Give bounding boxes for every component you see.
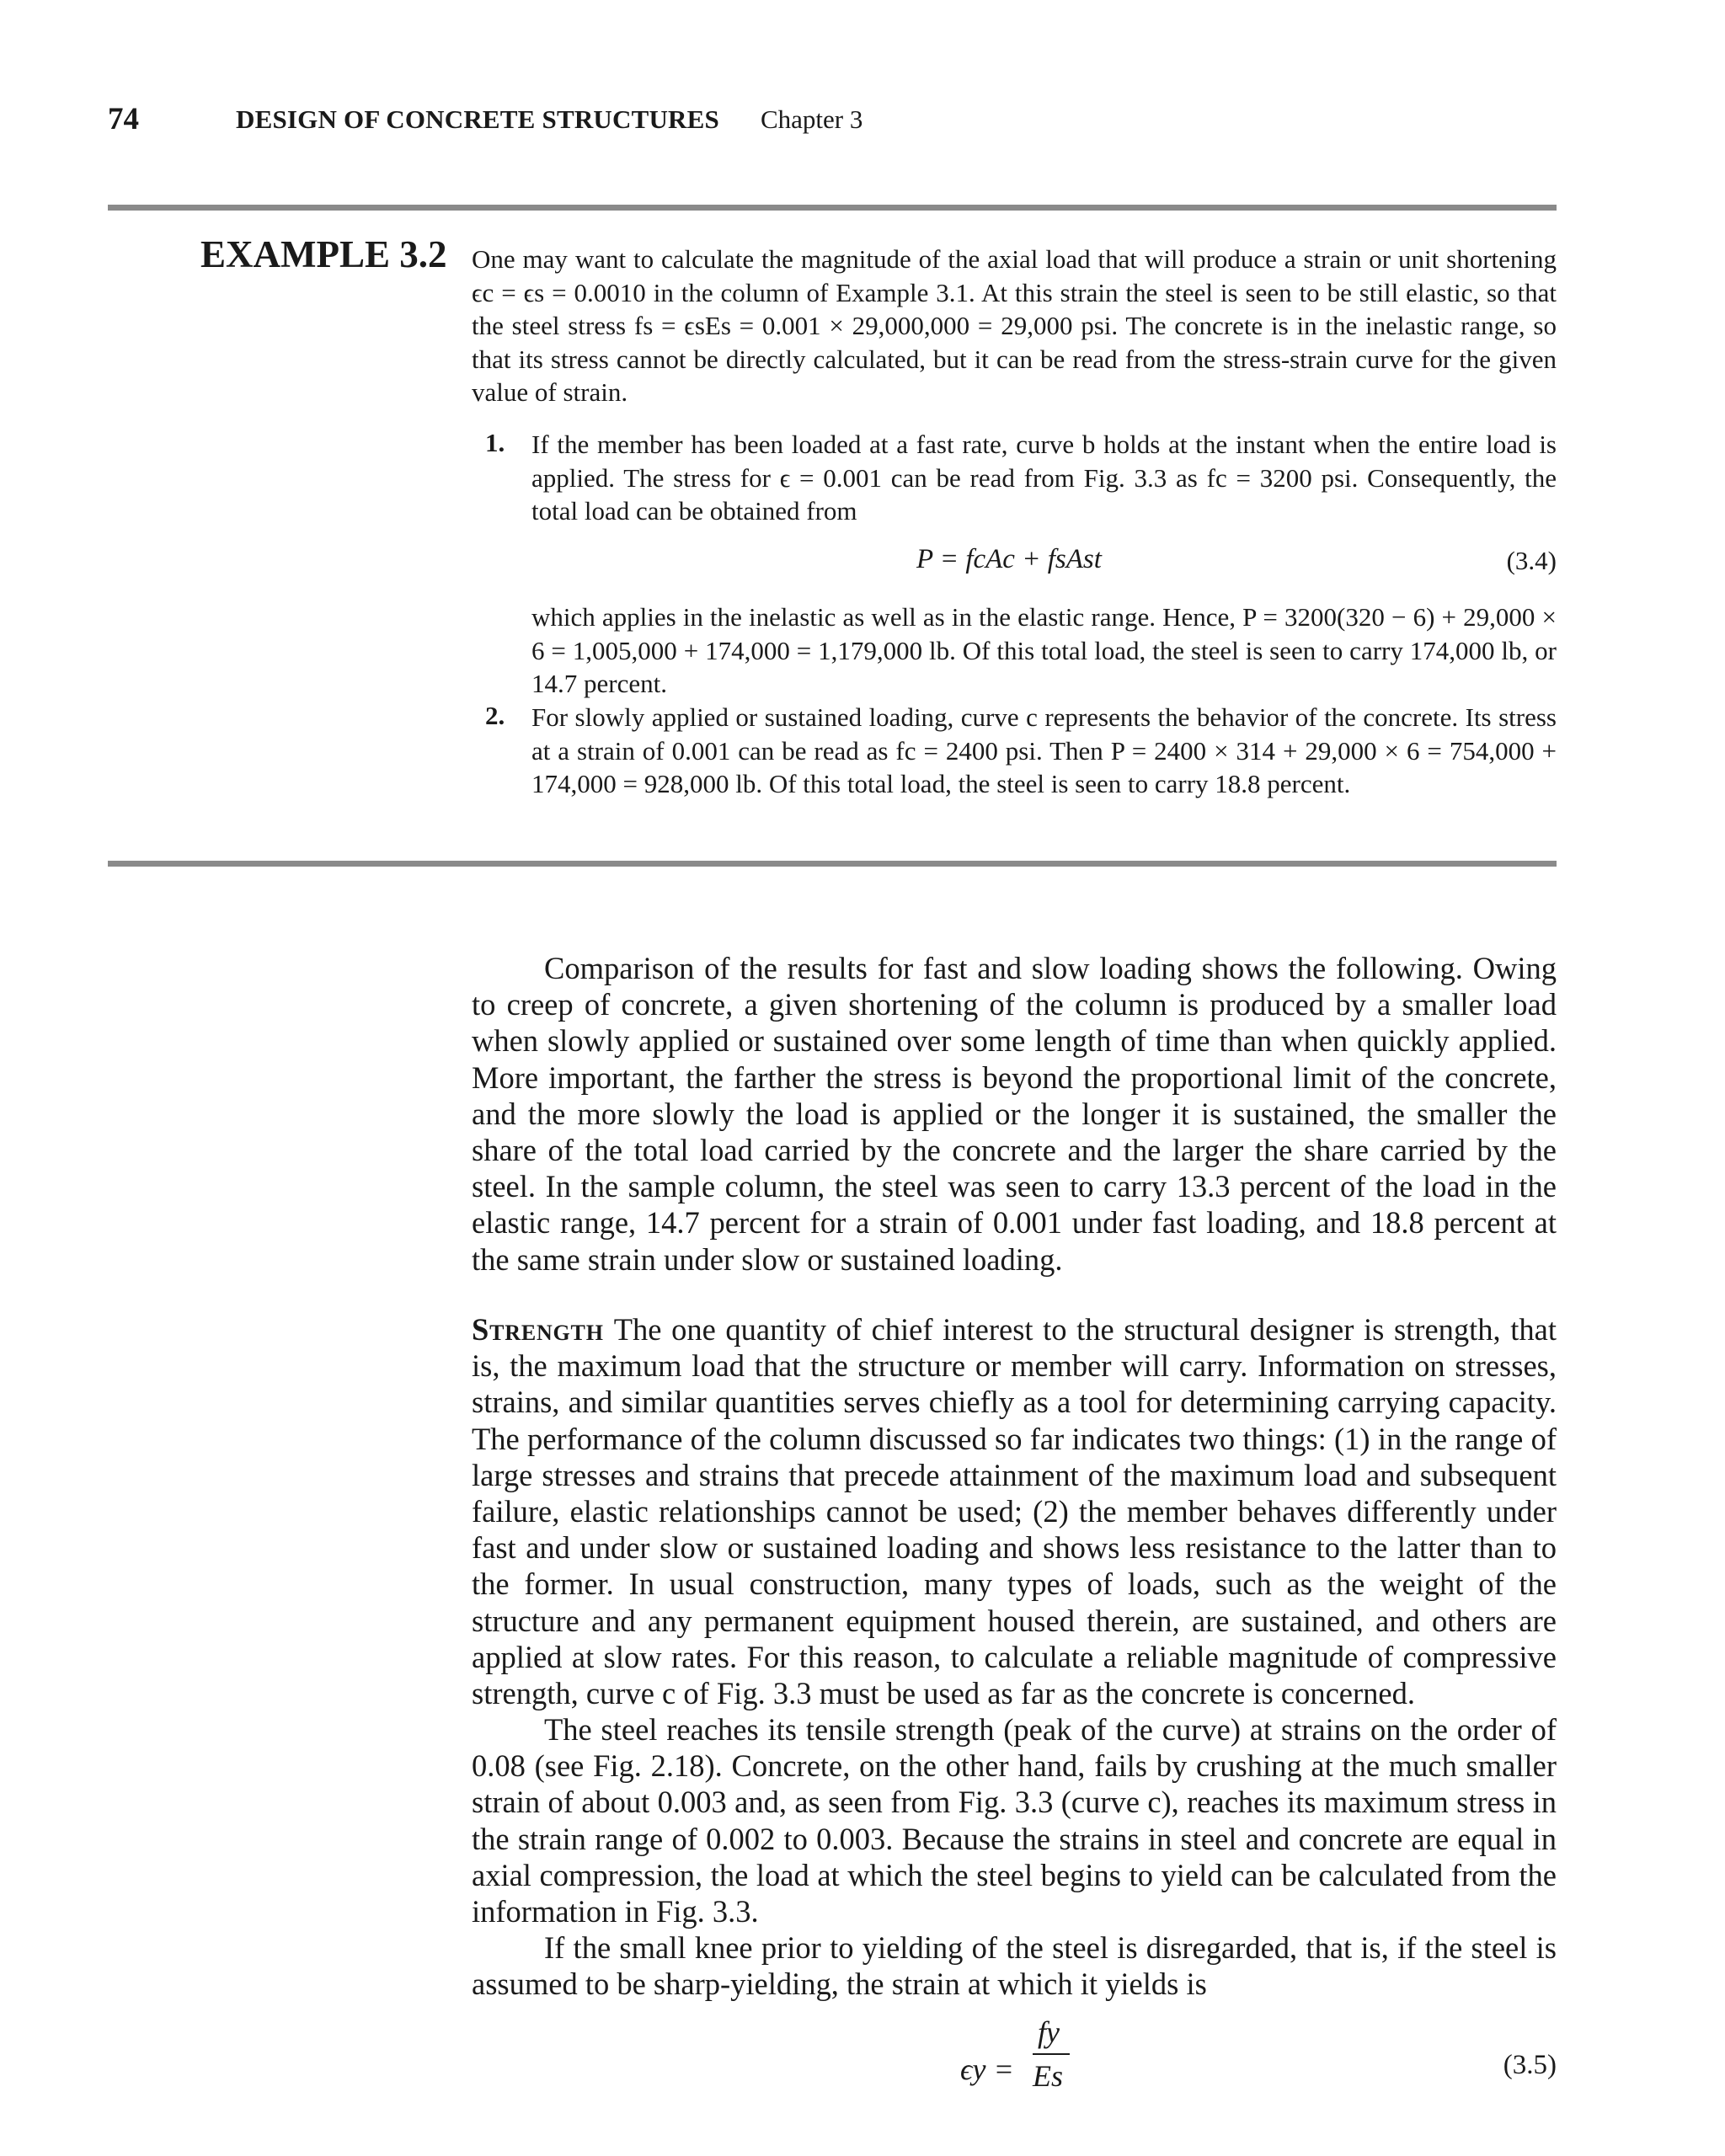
- example-intro: One may want to calculate the magnitude of the axial load that will produce a strain or unit shortening ϵc = ϵs = 0.0010 in the column of Example 3.1. At this strain the steel is seen to be still elastic, so that the steel stress fs = ϵsEs = 0.001 × 29,000,000 = 29,000 psi. The concrete is in the inelastic range, so that its stress cannot be directly calculated, but it can be read from the stress-strain curve for the given value of strain.: [472, 244, 1557, 407]
- example-top-rule: [108, 205, 1557, 211]
- strength-heading: Strength: [472, 1312, 604, 1347]
- example-bottom-rule: [108, 861, 1557, 867]
- book-title: DESIGN OF CONCRETE STRUCTURES: [236, 104, 719, 134]
- strength-paragraph: The one quantity of chief interest to the structural designer is strength, that is, the maximum load that the structure or member will carry. Information on stresses, strains, and similar quantities serves chiefly as a tool for determining carrying capacity. The performance of the column discussed so far indicates two things: (1) in the range of large stresses and strains that precede attainment of the maximum load and subsequent failure, elastic relationships cannot be used; (2) the member behaves differently under fast and under slow or sustained loading and shows less resistance to the latter than to the former. In usual construction, many types of loads, such as the weight of the structure and any permanent equipment housed therein, are sustained, and others are applied at slow rates. For this reason, to calculate a reliable magnitude of compressive strength, curve c of Fig. 3.3 must be used as far as the concrete is concerned.: [472, 1312, 1557, 1711]
- list-item-number-2: 2.: [485, 701, 505, 730]
- equation-3-5-fraction-bar: [1033, 2053, 1070, 2055]
- page-number: 74: [108, 102, 139, 136]
- list-item-1-text: If the member has been loaded at a fast rate, curve b holds at the instant when the entire load is applied. The stress for ϵ = 0.001 can be read from Fig. 3.3 as fc = 3200 psi. Consequently, the total load can be obtained from: [531, 430, 1557, 526]
- list-item-number-1: 1.: [485, 428, 505, 457]
- equation-3-4: P = fcAc + fsAst: [916, 544, 1102, 574]
- knee-paragraph: If the small knee prior to yielding of the steel is disregarded, that is, if the steel is assumed to be sharp-yielding, the strain at which it yields is: [472, 1930, 1557, 2002]
- list-item-2-text: For slowly applied or sustained loading, curve c represents the behavior of the concrete. Its stress at a strain of 0.001 can be read as fc = 2400 psi. Then P = 2400 × 314 + 29,000 × 6 = 754,000 + 174,000 = 928,000 lb. Of this total load, the steel is seen to carry 18.8 percent.: [531, 702, 1557, 798]
- equation-3-5-numerator: fy: [1038, 2015, 1060, 2049]
- equation-3-5-lhs: ϵy =: [960, 2052, 1014, 2086]
- comparison-paragraph: Comparison of the results for fast and slow loading shows the following. Owing to creep of concrete, a given shortening of the column is produced by a smaller load when slowly applied or sustained over some length of time than when quickly applied. More important, the farther the stress is beyond the proportional limit of the concrete, and the more slowly the load is applied or the longer it is sustained, the smaller the share of the total load carried by the concrete and the larger the share carried by the steel. In the sample column, the steel was seen to carry 13.3 percent of the load in the elastic range, 14.7 percent for a strain of 0.001 under fast loading, and 18.8 percent at the same strain under slow or sustained loading.: [472, 951, 1557, 1277]
- example-label: EXAMPLE 3.2: [200, 233, 447, 275]
- list-item-1-continuation: which applies in the inelastic as well as in the elastic range. Hence, P = 3200(320 − 6) + 29,000 × 6 = 1,005,000 + 174,000 = 1,179,000 lb. Of this total load, the steel is seen to carry 174,000 lb, or 14.7 percent.: [531, 602, 1557, 698]
- equation-3-4-number: (3.4): [1506, 546, 1557, 575]
- strength-section: [472, 1311, 1557, 1711]
- steel-paragraph: The steel reaches its tensile strength (peak of the curve) at strains on the order of 0.08 (see Fig. 2.18). Concrete, on the other hand, fails by crushing at the much smaller strain of about 0.003 and, as seen from Fig. 3.3 (curve c), reaches its maximum stress in the strain range of 0.002 to 0.003. Because the strains in steel and concrete are equal in axial compression, the load at which the steel begins to yield can be calculated from the information in Fig. 3.3.: [472, 1712, 1557, 1929]
- chapter-label: Chapter 3: [761, 104, 863, 134]
- equation-3-5-denominator: Es: [1033, 2059, 1063, 2093]
- equation-3-5-number: (3.5): [1503, 2050, 1557, 2080]
